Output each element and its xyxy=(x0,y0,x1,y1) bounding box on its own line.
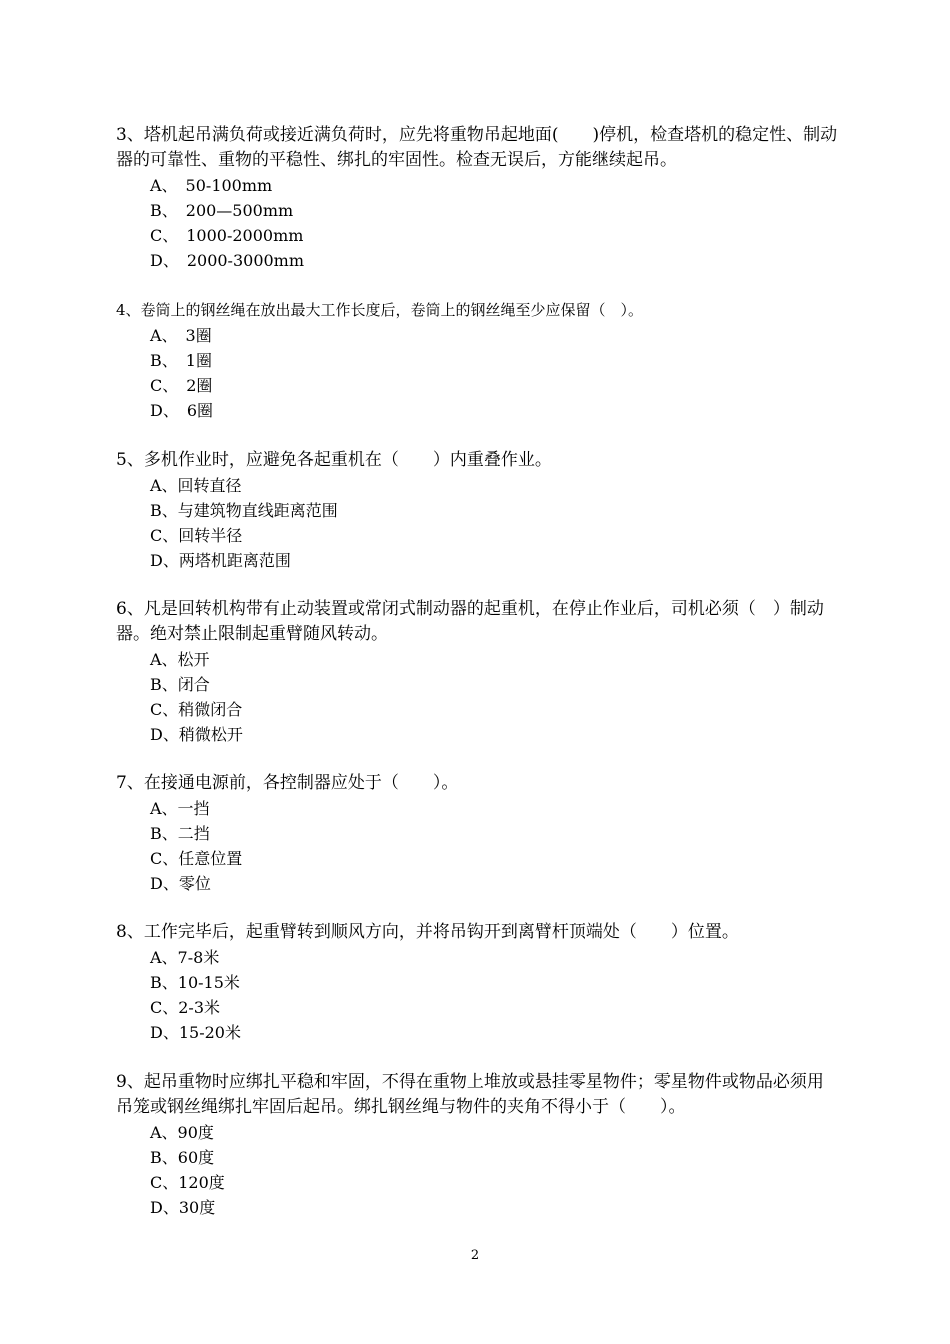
option-b: B、与建筑物直线距离范围 xyxy=(150,501,338,520)
question-6 xyxy=(116,597,840,747)
option-b: B、 1圈 xyxy=(150,351,212,370)
option-d: D、 6圈 xyxy=(150,401,214,420)
option-b: B、10-15米 xyxy=(150,973,240,992)
question-3 xyxy=(116,123,840,273)
question-stem: 6、凡是回转机构带有止动装置或常闭式制动器的起重机，在停止作业后，司机必须（ ）制动器。绝对禁止限制起重臂随风转动。 xyxy=(116,599,824,644)
question-5 xyxy=(116,448,840,573)
option-c: C、稍微闭合 xyxy=(150,700,243,719)
option-d: D、15-20米 xyxy=(150,1023,241,1042)
question-4 xyxy=(116,298,840,423)
question-stem: 3、塔机起吊满负荷或接近满负荷时，应先将重物吊起地面( )停机，检查塔机的稳定性、制动器的可靠性、重物的平稳性、绑扎的牢固性。检查无误后，方能继续起吊。 xyxy=(116,125,838,170)
option-list xyxy=(116,796,840,896)
option-list xyxy=(116,1120,840,1220)
option-c: C、2-3米 xyxy=(150,998,221,1017)
option-c: C、 1000-2000mm xyxy=(150,226,304,245)
option-a: A、90度 xyxy=(150,1123,214,1142)
question-9 xyxy=(116,1070,840,1220)
option-d: D、两塔机距离范围 xyxy=(150,551,291,570)
option-c: C、回转半径 xyxy=(150,526,243,545)
option-list xyxy=(116,945,840,1045)
option-c: C、 2圈 xyxy=(150,376,213,395)
option-b: B、二挡 xyxy=(150,824,210,843)
option-list xyxy=(116,323,840,423)
option-c: C、120度 xyxy=(150,1173,225,1192)
option-c: C、任意位置 xyxy=(150,849,243,868)
option-d: D、 2000-3000mm xyxy=(150,251,305,270)
option-a: A、7-8米 xyxy=(150,948,220,967)
option-d: D、零位 xyxy=(150,874,211,893)
option-a: A、 50-100mm xyxy=(150,176,273,195)
question-stem: 7、在接通电源前，各控制器应处于（ ）。 xyxy=(116,773,459,793)
option-a: A、松开 xyxy=(150,650,210,669)
option-d: D、30度 xyxy=(150,1198,216,1217)
option-a: A、一挡 xyxy=(150,799,210,818)
option-b: B、60度 xyxy=(150,1148,215,1167)
option-list xyxy=(116,473,840,573)
option-a: A、回转直径 xyxy=(150,476,242,495)
question-stem: 9、起吊重物时应绑扎平稳和牢固，不得在重物上堆放或悬挂零星物件；零星物件或物品必须用吊笼或钢丝绳绑扎牢固后起吊。绑扎钢丝绳与物件的夹角不得小于（ ）。 xyxy=(116,1072,824,1117)
question-7 xyxy=(116,771,840,896)
option-a: A、 3圈 xyxy=(150,326,212,345)
option-list xyxy=(116,647,840,747)
option-d: D、稍微松开 xyxy=(150,725,243,744)
option-b: B、 200—500mm xyxy=(150,201,294,220)
option-list xyxy=(116,173,840,273)
page-number: 2 xyxy=(470,1248,480,1263)
question-stem: 4、卷筒上的钢丝绳在放出最大工作长度后，卷筒上的钢丝绳至少应保留（ ）。 xyxy=(116,301,644,319)
question-8 xyxy=(116,920,840,1045)
question-stem: 8、工作完毕后，起重臂转到顺风方向，并将吊钩开到离臂杆顶端处（ ）位置。 xyxy=(116,922,739,942)
option-b: B、闭合 xyxy=(150,675,210,694)
question-stem: 5、多机作业时，应避免各起重机在（ ）内重叠作业。 xyxy=(116,450,552,470)
